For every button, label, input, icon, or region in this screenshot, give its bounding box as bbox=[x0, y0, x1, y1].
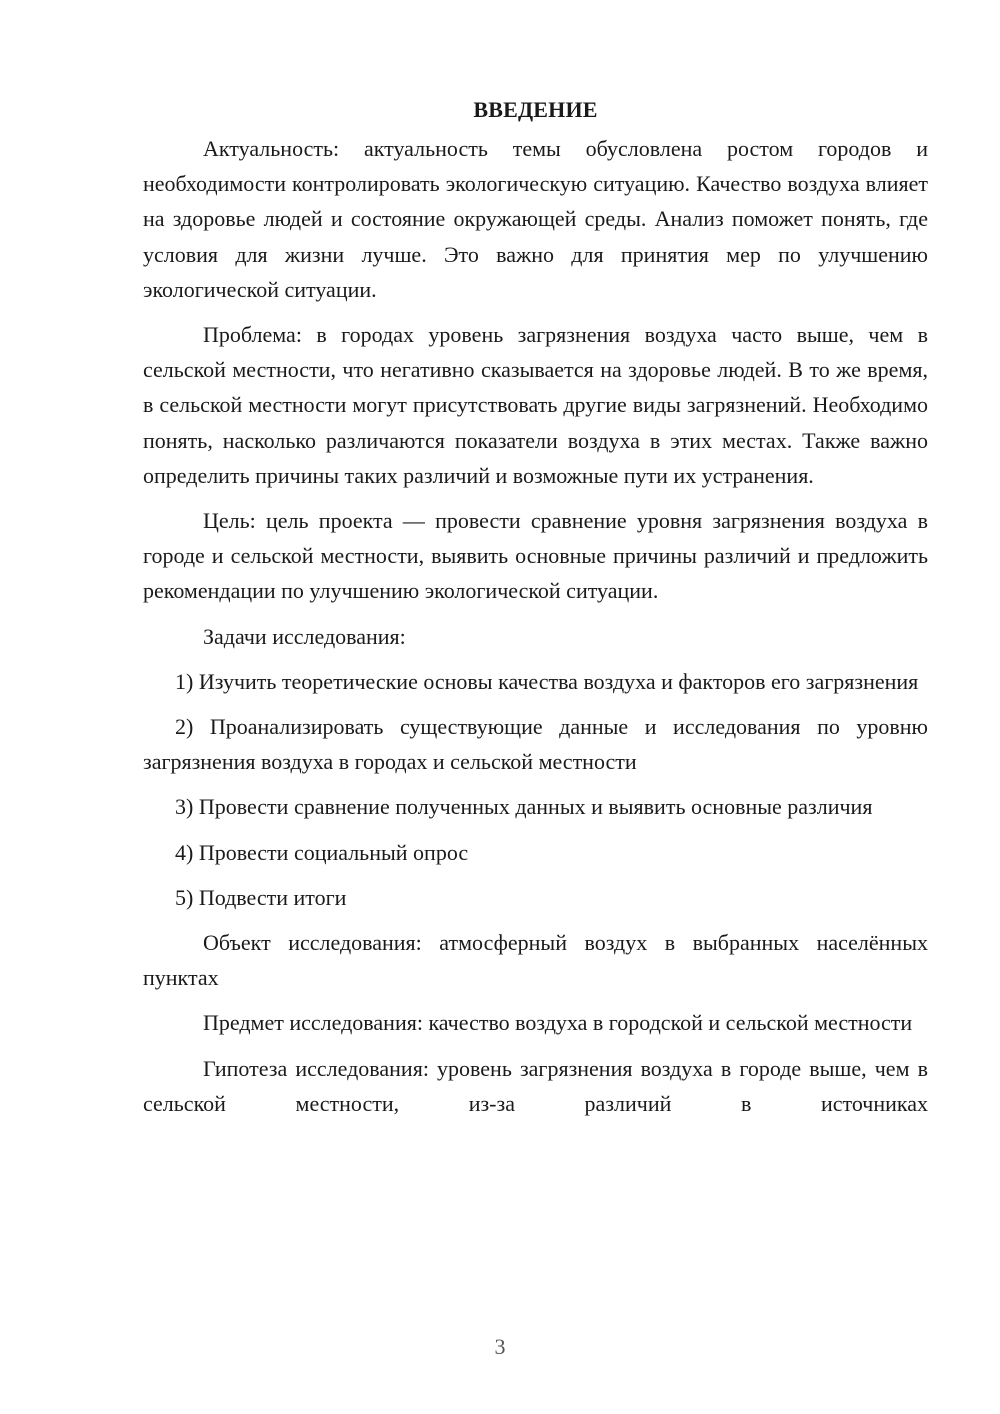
relevance-paragraph: Актуальность: актуальность темы обусловлена ростом городов и необходимости контролировать экологическую ситуацию. Качество воздуха влияет на здоровье людей и состояние окружающей среды. Анализ поможет понять, где условия для жизни лучше. Это важно для принятия мер по улучшению экологической ситуации. bbox=[143, 136, 928, 302]
section-heading: ВВЕДЕНИЕ bbox=[473, 97, 598, 122]
hypothesis-paragraph: Гипотеза исследования: уровень загрязнения воздуха в городе выше, чем в сельской местности, из-за различий в источниках bbox=[143, 1055, 928, 1116]
task-item-3: 3) Провести сравнение полученных данных и выявить основные различия bbox=[175, 794, 873, 820]
tasks-title: Задачи исследования: bbox=[203, 623, 406, 649]
task-item-1: 1) Изучить теоретические основы качества воздуха и факторов его загрязнения bbox=[175, 668, 919, 694]
task-item-5: 5) Подвести итоги bbox=[175, 884, 347, 910]
subject-paragraph: Предмет исследования: качество воздуха в городской и сельской местности bbox=[203, 1010, 913, 1036]
goal-paragraph: Цель: цель проекта — провести сравнение уровня загрязнения воздуха в городе и сельской местности, выявить основные причины различий и предложить рекомендации по улучшению экологической ситуации. bbox=[143, 508, 928, 604]
problem-paragraph: Проблема: в городах уровень загрязнения воздуха часто выше, чем в сельской местности, что негативно сказывается на здоровье людей. В то же время, в сельской местности могут присутствовать другие виды загрязнений. Необходимо понять, насколько различаются показатели воздуха в этих местах. Также важно определить причины таких различий и возможные пути их устранения. bbox=[143, 322, 928, 488]
task-item-4: 4) Провести социальный опрос bbox=[175, 839, 469, 865]
object-paragraph: Объект исследования: атмосферный воздух в выбранных населённых пунктах bbox=[143, 930, 928, 991]
document-page bbox=[143, 92, 928, 1131]
page-number: 3 bbox=[494, 1334, 506, 1359]
task-item-2: 2) Проанализировать существующие данные и исследования по уровню загрязнения воздуха в городах и сельской местности bbox=[143, 714, 928, 775]
